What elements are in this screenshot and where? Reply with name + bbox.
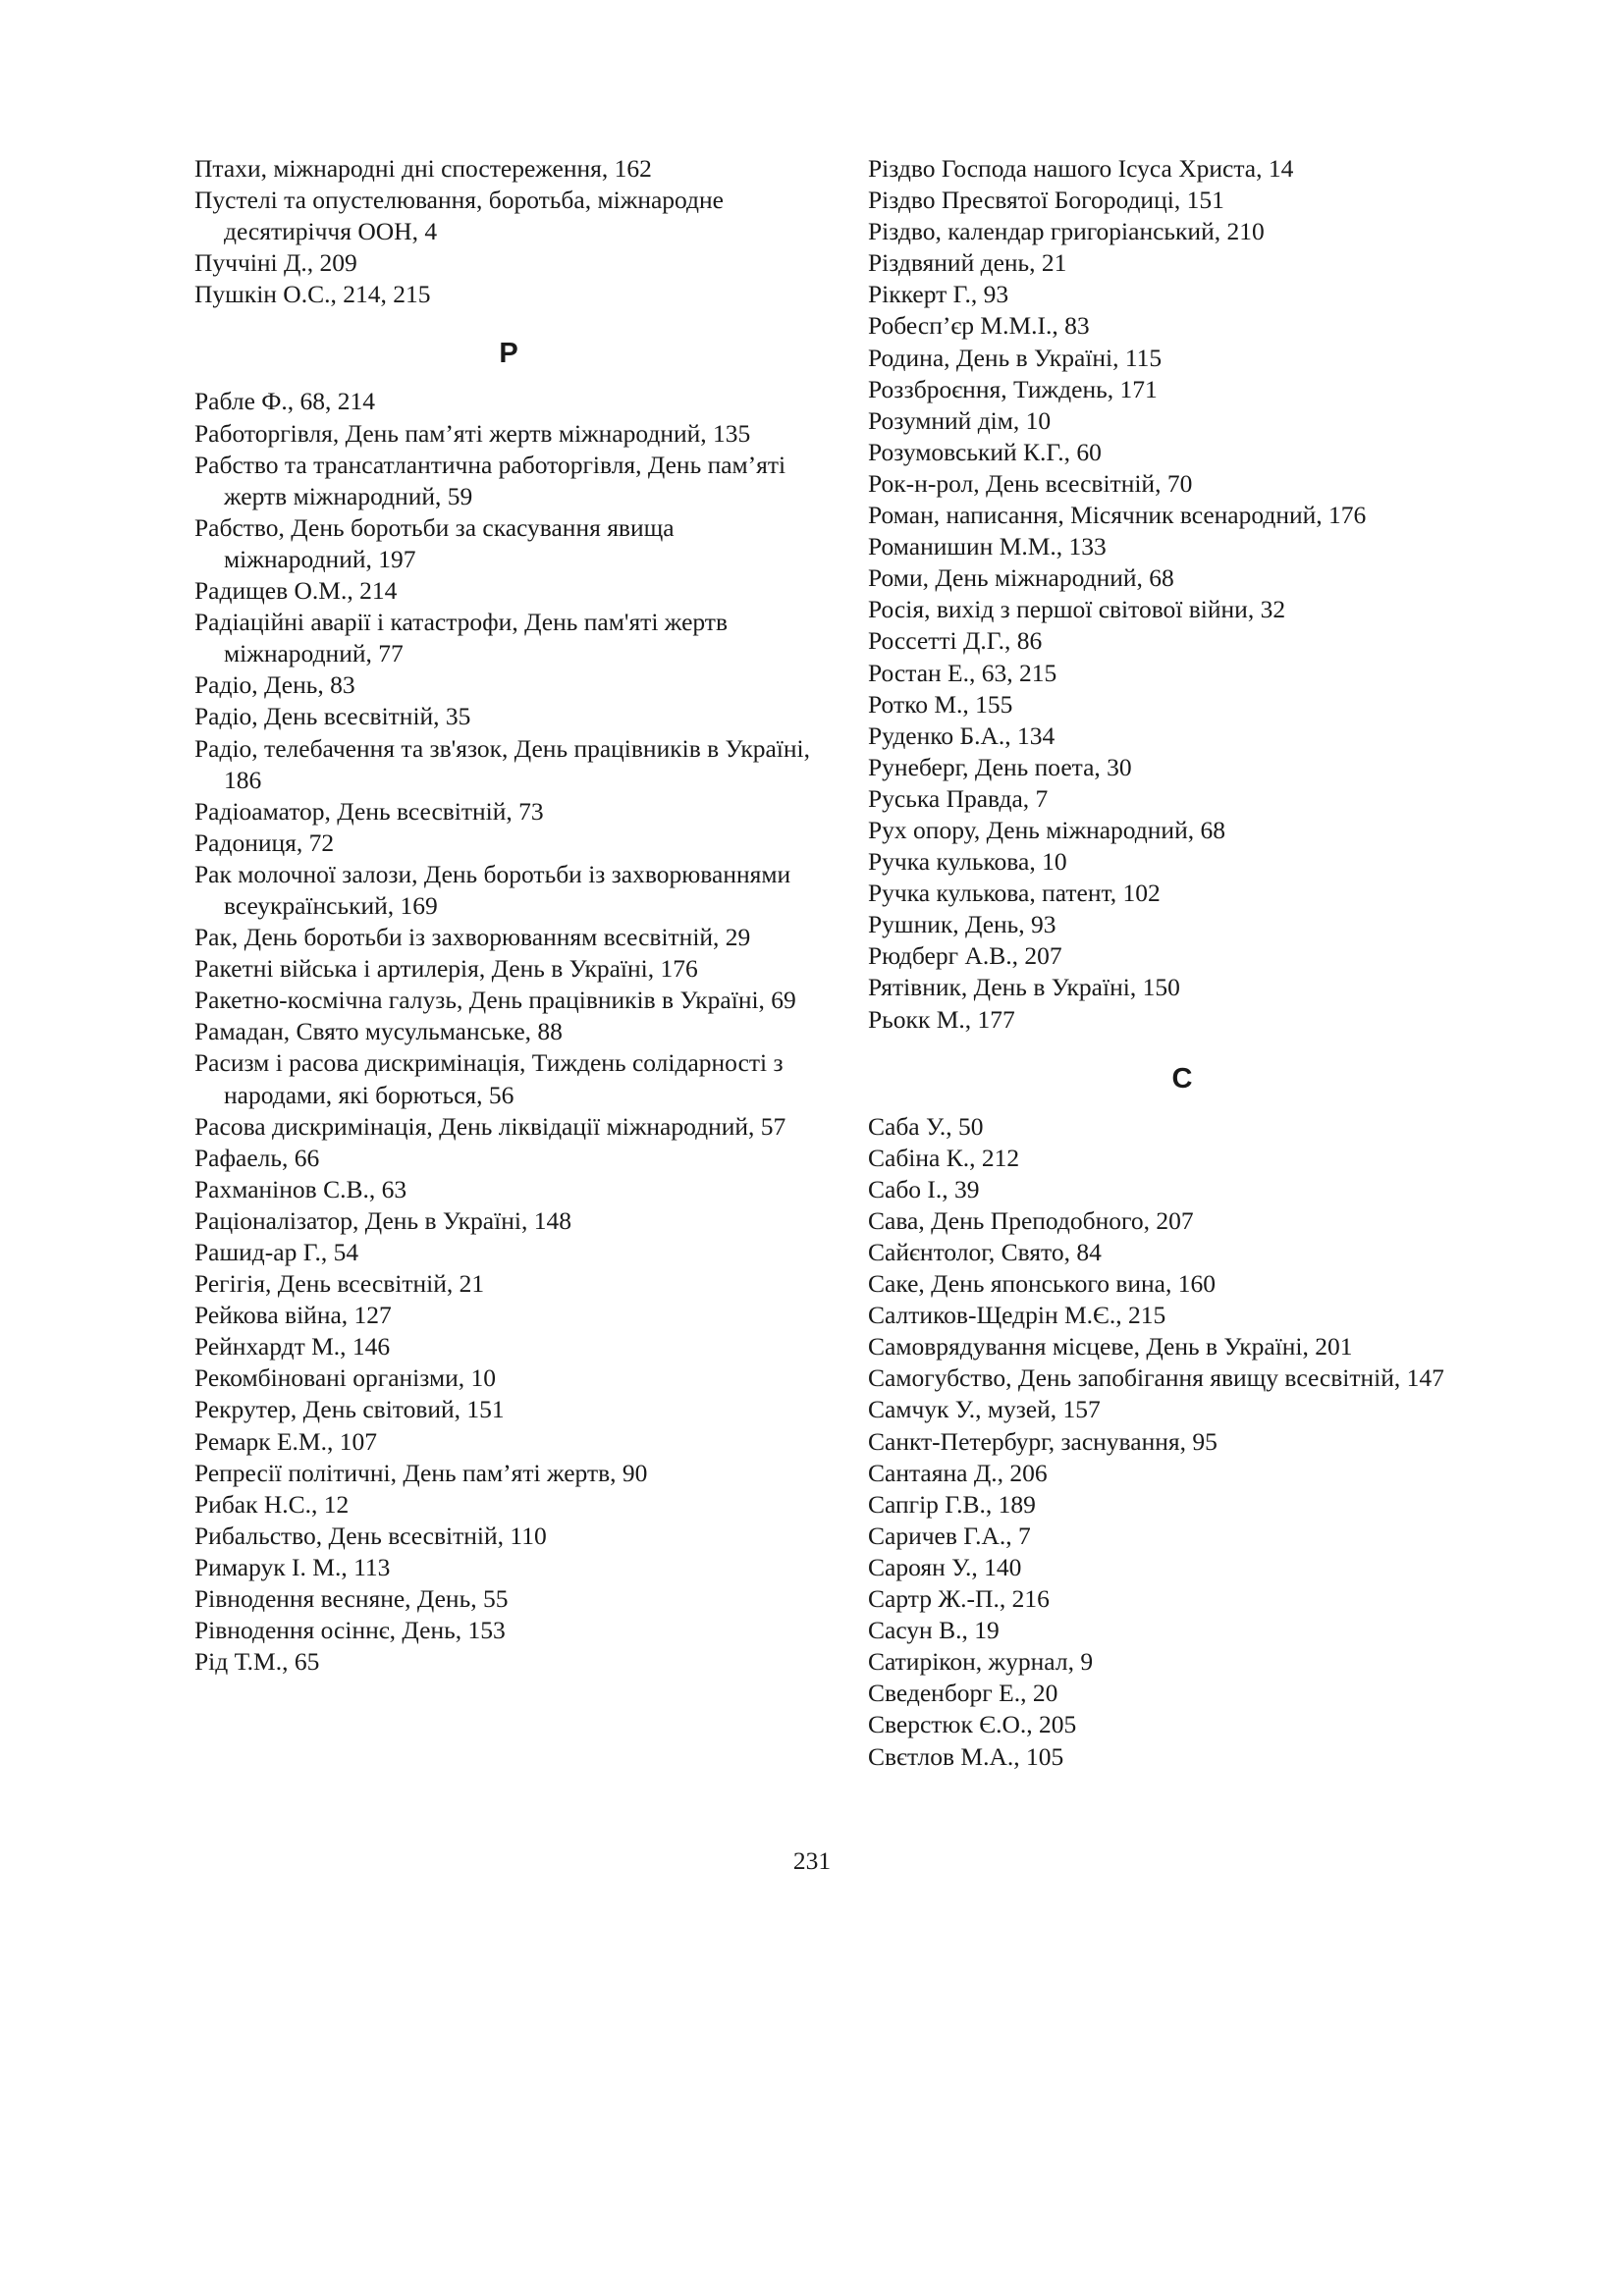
index-entry: Свєтлов М.А., 105 [868, 1741, 1064, 1771]
index-entry: Сасун В., 19 [868, 1616, 1000, 1645]
index-entry: Радіаційні аварії і катастрофи, День пам'яті жертв міжнародний, 77 [194, 608, 728, 668]
index-entry: Радіо, День, 83 [194, 670, 355, 700]
index-entry: Сведенборг Е., 20 [868, 1679, 1058, 1708]
index-entry: Роман, написання, Місячник всенародний, 176 [868, 501, 1367, 530]
section-letter-heading: Р [499, 338, 518, 370]
index-entry: Руська Правда, 7 [868, 783, 1049, 813]
page-number: 231 [792, 1846, 832, 1875]
index-entry: Сантаяна Д., 206 [868, 1458, 1048, 1487]
index-entry: Рибак Н.С., 12 [194, 1489, 350, 1519]
index-entry: Рюдберг А.В., 207 [868, 941, 1062, 971]
index-entry: Родина, День в Україні, 115 [868, 343, 1163, 372]
index-entry: Рак молочної залози, День боротьби із захворюваннями всеукраїнський, 169 [194, 859, 791, 920]
index-entry: Рафаель, 66 [194, 1143, 320, 1172]
index-entry: Рак, День боротьби із захворюванням всесвітній, 29 [194, 923, 751, 952]
index-column-left [194, 153, 823, 1678]
index-entry: Радіоаматор, День всесвітній, 73 [194, 796, 544, 826]
index-entry: Раціоналізатор, День в Україні, 148 [194, 1205, 571, 1235]
index-entry: Рекрутер, День світовий, 151 [194, 1395, 505, 1424]
index-entry: Самчук У., музей, 157 [868, 1395, 1101, 1424]
index-entry: Ротко М., 155 [868, 689, 1013, 719]
index-entry: Сверстюк Є.О., 205 [868, 1710, 1077, 1739]
index-entry: Різдво, календар григоріанський, 210 [868, 217, 1265, 246]
index-entry: Різдвяний день, 21 [868, 248, 1067, 278]
index-entry: Салтиков-Щедрін М.Є., 215 [868, 1301, 1166, 1330]
index-entry: Сатирікон, журнал, 9 [868, 1647, 1094, 1677]
index-entry: Рух опору, День міжнародний, 68 [868, 815, 1225, 844]
index-entry: Рушник, День, 93 [868, 910, 1056, 939]
index-entry: Ростан Е., 63, 215 [868, 658, 1057, 687]
index-entry: Росія, вихід з першої світової війни, 32 [868, 595, 1286, 624]
index-entry: Россетті Д.Г., 86 [868, 626, 1043, 656]
index-entry: Сабіна К., 212 [868, 1143, 1020, 1172]
index-entry: Рьокк М., 177 [868, 1004, 1015, 1034]
index-entry: Романишин М.М., 133 [868, 532, 1107, 561]
index-entry: Рунеберг, День поета, 30 [868, 752, 1132, 781]
index-entry: Пушкін О.С., 214, 215 [194, 280, 431, 309]
index-entry: Ремарк Е.М., 107 [194, 1426, 377, 1456]
index-entry: Рашид-ар Г., 54 [194, 1238, 359, 1266]
index-entry: Рід Т.М., 65 [194, 1647, 320, 1677]
index-entry: Птахи, міжнародні дні спостереження, 162 [194, 154, 652, 183]
index-entry: Радіо, телебачення та зв'язок, День працівників в Україні, 186 [194, 733, 810, 794]
index-entry: Ріккерт Г., 93 [868, 280, 1009, 309]
index-entry: Рівнодення весняне, День, 55 [194, 1584, 509, 1614]
index-entry: Ракетні війська і артилерія, День в Україні, 176 [194, 954, 698, 984]
index-entry: Регігія, День всесвітній, 21 [194, 1269, 485, 1299]
index-entry: Робесп’єр М.М.І., 83 [868, 311, 1090, 341]
index-entry: Саба У., 50 [868, 1111, 984, 1141]
index-entry: Різдво Господа нашого Ісуса Христа, 14 [868, 154, 1294, 183]
index-entry: Розумовський К.Г., 60 [868, 437, 1102, 466]
section-letter-heading: С [1171, 1062, 1193, 1095]
index-entry: Ракетно-космічна галузь, День працівників в Україні, 69 [194, 986, 796, 1015]
index-entry: Римарук І. М., 113 [194, 1552, 391, 1581]
index-entry: Расизм і расова дискримінація, Тиждень солідарності з народами, які борються, 56 [194, 1048, 784, 1109]
index-entry: Работоргівля, День пам’яті жертв міжнародний, 135 [194, 418, 751, 448]
index-entry: Рекомбіновані організми, 10 [194, 1363, 496, 1393]
index-entry: Радищев О.М., 214 [194, 576, 398, 606]
index-entry: Різдво Пресвятої Богородиці, 151 [868, 186, 1224, 215]
index-entry: Рівнодення осіннє, День, 153 [194, 1616, 506, 1645]
index-entry: Санкт-Петербург, заснування, 95 [868, 1426, 1218, 1456]
index-entry: Роззброєння, Тиждень, 171 [868, 374, 1158, 403]
index-entry: Репресії політичні, День пам’яті жертв, 90 [194, 1458, 648, 1487]
index-entry: Сапгір Г.В., 189 [868, 1489, 1036, 1519]
index-entry: Рибальство, День всесвітній, 110 [194, 1521, 547, 1550]
index-entry: Сабо І., 39 [868, 1174, 980, 1203]
index-entry: Рятівник, День в Україні, 150 [868, 973, 1180, 1002]
index-entry: Расова дискримінація, День ліквідації міжнародний, 57 [194, 1111, 786, 1141]
index-entry: Саричев Г.А., 7 [868, 1521, 1031, 1550]
index-entry: Сароян У., 140 [868, 1552, 1022, 1581]
index-entry: Пуччіні Д., 209 [194, 248, 357, 278]
index-entry: Рабство та трансатлантична работоргівля, День пам’яті жертв міжнародний, 59 [194, 450, 786, 510]
index-entry: Роми, День міжнародний, 68 [868, 563, 1174, 593]
index-entry: Сартр Ж.-П., 216 [868, 1584, 1050, 1614]
index-entry: Ручка кулькова, патент, 102 [868, 879, 1161, 908]
index-entry: Сава, День Преподобного, 207 [868, 1205, 1194, 1235]
index-entry: Ручка кулькова, 10 [868, 847, 1067, 877]
index-entry: Радіо, День всесвітній, 35 [194, 702, 471, 731]
index-entry: Рейнхардт М., 146 [194, 1332, 391, 1362]
index-entry: Саке, День японського вина, 160 [868, 1269, 1216, 1299]
index-entry: Розумний дім, 10 [868, 405, 1052, 435]
index-entry: Самогубство, День запобігання явищу всесвітній, 147 [868, 1363, 1444, 1393]
index-entry: Радониця, 72 [194, 828, 335, 857]
index-entry: Рабство, День боротьби за скасування явища міжнародний, 197 [194, 512, 675, 573]
index-entry: Рабле Ф., 68, 214 [194, 387, 376, 416]
index-entry: Самоврядування місцеве, День в Україні, 201 [868, 1332, 1353, 1362]
index-entry: Рамадан, Свято мусульманське, 88 [194, 1017, 563, 1046]
index-entry: Рейкова війна, 127 [194, 1301, 392, 1330]
index-column-right [868, 153, 1496, 1773]
index-entry: Пустелі та опустелювання, боротьба, міжнародне десятиріччя ООН, 4 [194, 186, 724, 246]
index-entry: Сайєнтолог, Свято, 84 [868, 1238, 1102, 1266]
index-entry: Рахманінов С.В., 63 [194, 1174, 407, 1203]
index-entry: Руденко Б.А., 134 [868, 721, 1056, 750]
index-entry: Рок-н-рол, День всесвітній, 70 [868, 468, 1193, 498]
